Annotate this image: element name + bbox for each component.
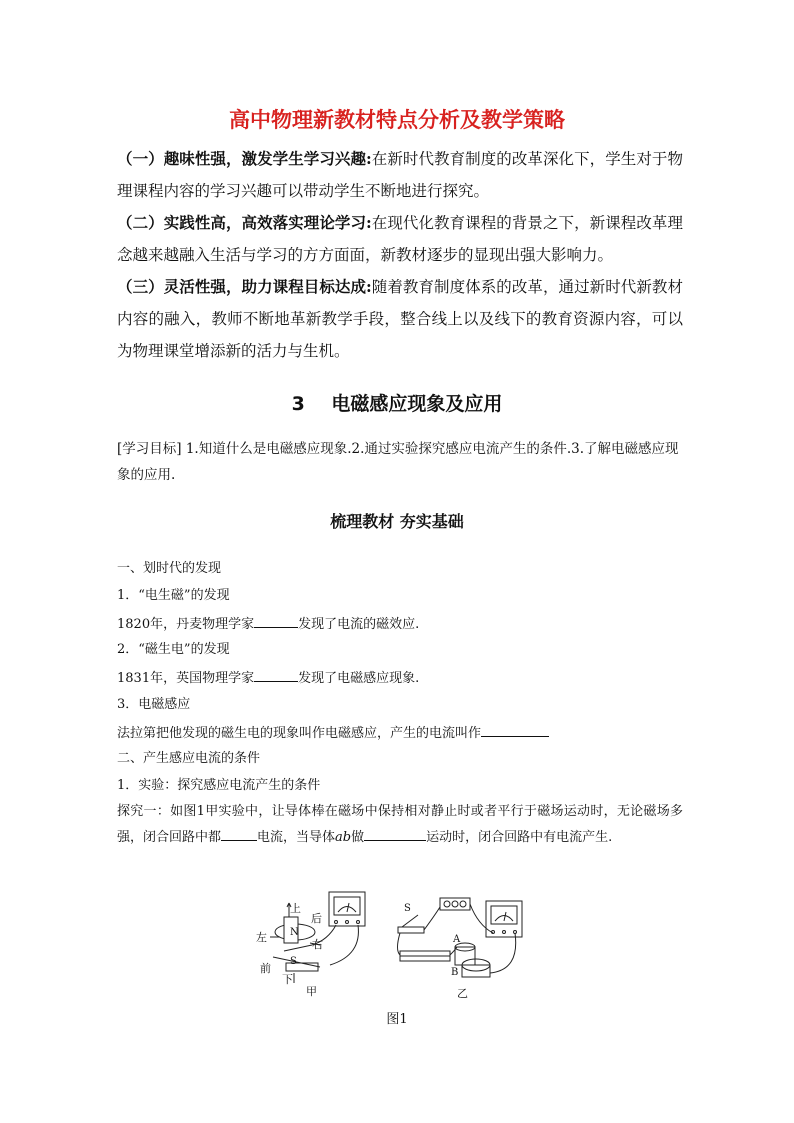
label-front: 前 xyxy=(260,962,271,975)
feature-1-text: 在新时代教育制度的改革深化下，学生对于物理课程内容的学习兴趣可以带动学生不断地进行探究。 xyxy=(117,150,683,200)
label-right: 右 xyxy=(312,938,323,951)
part1-item3-text xyxy=(117,724,683,742)
part1-item2-title: 2．“磁生电”的发现 xyxy=(117,642,230,657)
feature-2-text: 在现代化教育课程的背景之下，新课程改革理念越来越融入生活与学习的方方面面，新教材逐步的显现出强大影响力。 xyxy=(117,214,683,264)
learning-goals: [学习目标] 1.知道什么是电磁感应现象.2.通过实验探究感应电流产生的条件.3.了解电磁感应现象的应用. xyxy=(117,441,679,483)
switch xyxy=(398,927,424,933)
feature-paragraph-1 xyxy=(117,143,683,207)
answer-blank[interactable] xyxy=(364,828,426,841)
part1-item2-text-a: 1831年，英国物理学家 xyxy=(117,671,255,686)
label-n: N xyxy=(290,927,299,938)
feature-3-text: 随着教育制度体系的改革，通过新时代新教材内容的融入，教师不断地革新教学手段，整合线上以及线下的教育资源内容，可以为物理课堂增添新的活力与生机。 xyxy=(117,278,683,360)
answer-blank[interactable] xyxy=(254,615,298,628)
subheading: 梳理教材 夯实基础 xyxy=(330,512,464,531)
answer-blank[interactable] xyxy=(254,669,298,682)
label-up: 上 xyxy=(290,902,301,915)
explore-ab: ab xyxy=(335,830,352,845)
label-s: S xyxy=(290,956,297,967)
part1-item1-text xyxy=(117,615,683,633)
label-back: 后 xyxy=(311,912,322,925)
feature-3-heading: （三）灵活性强，助力课程目标达成: xyxy=(117,277,372,296)
part2-item1-title: 1．实验：探究感应电流产生的条件 xyxy=(117,778,321,793)
figure-right-label: 乙 xyxy=(457,987,468,1000)
part1-heading: 一、划时代的发现 xyxy=(117,561,222,576)
part1-item2-text-b: 发现了电磁感应现象. xyxy=(298,671,420,686)
feature-paragraph-3 xyxy=(117,271,683,367)
part1-item3-text-a: 法拉第把他发现的磁生电的现象叫作电磁感应，产生的电流叫作 xyxy=(117,726,482,741)
explore-text-c: 做 xyxy=(351,830,365,845)
part1-item1-text-a: 1820年，丹麦物理学家 xyxy=(117,617,255,632)
label-b: B xyxy=(451,967,459,978)
section-name: 电磁感应现象及应用 xyxy=(331,393,503,415)
answer-blank[interactable] xyxy=(221,828,257,841)
part1-item1-text-b: 发现了电流的磁效应. xyxy=(298,617,420,632)
page-title: 高中物理新教材特点分析及教学策略 xyxy=(229,108,565,132)
part1-item3-title: 3．电磁感应 xyxy=(117,697,191,712)
label-s2: S xyxy=(404,903,411,914)
answer-blank[interactable] xyxy=(481,724,549,737)
part2-heading: 二、产生感应电流的条件 xyxy=(117,751,261,766)
part1-item2-text xyxy=(117,669,683,687)
part1-item1-title: 1．“电生磁”的发现 xyxy=(117,588,230,603)
experiment-figure xyxy=(250,885,550,1000)
label-left: 左 xyxy=(256,931,267,944)
section-title xyxy=(0,389,794,416)
label-a: A xyxy=(453,934,461,945)
feature-1-heading: （一）趣味性强，激发学生学习兴趣: xyxy=(117,149,372,168)
explore-text-b: 电流，当导体 xyxy=(257,830,336,845)
explore-text-d: 运动时，闭合回路中有电流产生. xyxy=(426,830,613,845)
figure-left-label: 甲 xyxy=(306,985,317,998)
feature-paragraph-2 xyxy=(117,207,683,271)
explore-paragraph xyxy=(117,799,683,851)
figure-caption: 图1 xyxy=(386,1012,408,1027)
feature-2-heading: （二）实践性高，高效落实理论学习: xyxy=(117,213,372,232)
label-down: 下 xyxy=(282,973,293,986)
explore-text-a: 探究一：如图1甲实验中，让导体棒在磁场中保持相对静止时或者平行于磁场运动时，无论磁场多强，闭合回路中都 xyxy=(117,804,683,845)
section-number: 3 xyxy=(291,393,305,415)
